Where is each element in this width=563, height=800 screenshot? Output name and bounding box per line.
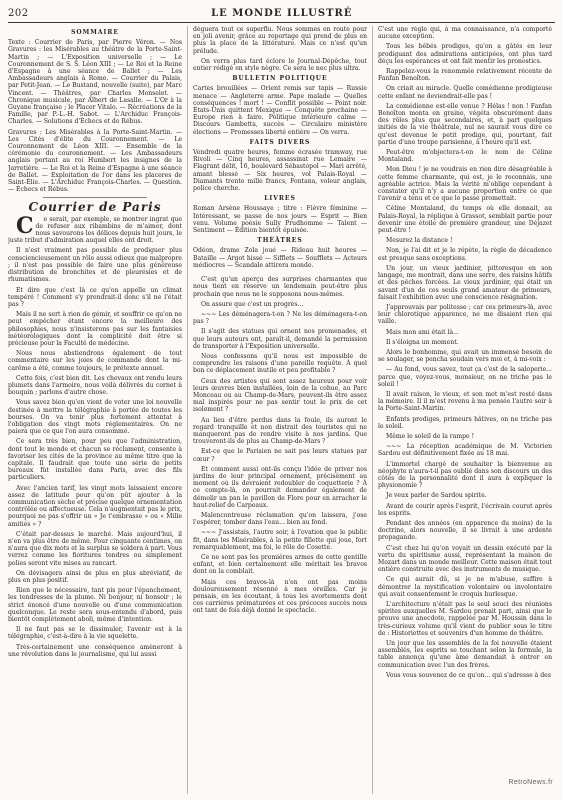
paragraph: Il s'éloigna un moment. (386, 338, 459, 346)
paragraph: Avec l'ancien tarif, les vingt mots laissaient encore assez de latitude pour qu'on pût ajouter à la communication sèche et précise quelque ornementation contrôlée ou affectueuse. Cela n'augmentait pas le prix, pourquoi ne pas s'offrir un « Je t'embrasse » ou « Mille amitiés » ? (8, 484, 182, 528)
paragraph: Ce sera très bien, pour peu que l'administration, dont tout le monde et chacun se réclament, consente à favoriser les cités de la province au même titre que la capitale. Il faudrait que toute une série de petits bureaux fût installée dans Paris, avec des fils particuliers. (8, 438, 182, 482)
paragraph: Enfants prodiges, primeurs hâtives, on ne triche pas le soleil. (378, 415, 552, 430)
drop-cap: C (16, 212, 34, 239)
paragraph: Je veux parler de Sardou spirite. (386, 492, 487, 500)
paragraph: Mon Dieu ! je ne voudrais en rien dire désagréable à cette femme charmante, qui est, je le reconnais, une agréable actrice. Mais la vérité m'oblige cependant à constater qu'il n'y a aucune proportion entre ce que l'avenir a tenu et ce que le passé promettait. (378, 166, 552, 203)
paragraph: Même le soleil de la rampe ! (386, 432, 475, 440)
paragraph: Un jour, un vieux jardinier, pittoresque en son langage, me montrait, dans une serre, des raisins hâtifs et des pêches forcées. Le vieux jardinier, qui était un savant d'un de ces seuls grand amateur de primeurs, faisait l'exhibition avec une conscience résignation. (378, 264, 552, 301)
faits-divers-heading: FAITS DIVERS (249, 138, 311, 146)
sommaire-gravures: Gravures : Les Misérables à la Porte-Saint-Martin. — Les Cités d'élite du Couronnement. — Le Couronnement de Léon XIII. — Ensemble de la cérémonie du couronnement. — Les Ambassadeurs anglais portant au roi Humbert les insignes de la Jarretière. — Le Roi et la Reine d'Espagne à une séance de Ballet. — Exploitation de l'or dans les placeres de Saint-Élie. — L'Archiduc François-Charles. — Question. — Échecs et Rébus. (8, 128, 182, 194)
column-divider (187, 26, 188, 794)
paragraph: J'approuvais par politesse ; car ces primeurs-là, avec leur chlorotique apparence, ne me disaient rien qui vaille. (378, 303, 552, 326)
paragraph: Mais il ne sert à rien de gémir, et souffrir ce qu'on ne peut empêcher étant encore la meilleure des philosophies, nous n'insisterons pas sur les fantaisies météorologiques dont la complicité doit être si précieuse pour la Faculté de médecine. (8, 311, 182, 347)
paragraph: C'est chez lui qu'on voyait un dessin exécuté par la vertu du spiritisme aussi, représentant la maison de Mozart dans un monde meilleur. Cette maison était tout entière construite avec des instruments de musique. (378, 544, 552, 574)
column-1 (8, 26, 182, 794)
paragraph: Et dire que c'est là ce qu'on appelle un climat tempéré ! Comment s'y prendrait-il donc s'il ne l'était pas ? (8, 286, 182, 308)
paragraph: Vous vous souvenez de ce qu'on... qui s'adresse à des (386, 671, 551, 679)
paragraph: Non, je l'ai dit et je le répète, la règle de décadence est presque sans exceptions. (378, 247, 552, 262)
paragraph: Ce qui aurait dû, si je ne m'abuse, suffire à démontrer la mystification volontaire ou involontaire qui avait consentement le croquis burlesque. (378, 576, 552, 598)
paragraph: Un jour que les assemblés de la foi nouvelle étaient assemblés, les esprits se touchant selon la formule, la table annonça qu'une âme demandait à entrer en communication avec l'un des frères. (378, 640, 552, 669)
livres-heading: LIVRES (264, 195, 296, 203)
paragraph: Pendant des années (en apparence du moins) de la doctrine, alors nouvelle, il se livrait à une ardente propagande. (378, 519, 552, 542)
column-2 (193, 26, 367, 794)
paragraph: ~~~ J'assistais, l'autre soir, à l'ovation que le public fit, dans les Misérables, à la petite fillette qui joue, fort remarquablement, ma foi, le rôle de Cosette. (193, 529, 367, 551)
paragraph: — Au fond, vous savez, tout ça c'est de la saloperie... parce que, voyez-vous, monsieur, on ne triche pas le soleil ! (378, 366, 552, 388)
courrier-body (8, 212, 182, 658)
column-divider (372, 26, 373, 794)
sommaire-texte: Texte : Courrier de Paris, par Pierre Véron. — Nos Gravures : les Misérables au théâtre de la Porte-Saint-Martin ; — L'Exposition universelle ; — Le Couronnement de S. S. Léon XIII ; — Le Roi et la Reine d'Espagne à une séance de Ballet ; — Les Ambassadeurs anglais à Rome. — Courrier du Palais, par Petit-Jean. — Le Bustand, nouvelle (suite), par Marc Vincent. — Théâtres, par Charles Monselet. — Chronique musicale, par Albert de Lasalle. — L'Or à la Guyane française ; le Placer Vitalo. — Récréations de la Famille, par P.-L.-H. Sabot. — L'Archiduc François-Charles. — Solutions d'Échecs et de Rébus. (8, 39, 182, 126)
column-3 (378, 26, 552, 794)
paragraph: déguera tout ce superflu. Nous sommes en route pour en joli avenir, grâce au reportage qui prend de plus en plus la place de la littérature. Mais ce n'est qu'un prélude. (193, 26, 367, 55)
paragraph: L'immortel chargé de souhaiter la bienvenue au néophyte n'aura-t-il pas oublié dans son discours un des côtés de la personnalité dont il aura à expliquer la physionomie ? (378, 460, 552, 490)
paragraph: Rien que le nécessaire, tant pis pour l'épanchement, les tendresses de la plume. Ni bonjour, ni bonsoir ; le strict énoncé d'une nouvelle ou d'une communication quelconque. Le reste sera sous-entendu d'abord, puis bientôt complètement aboli, même d'intention. (8, 587, 182, 624)
paragraph: Au lieu d'être perdus dans la foule, ils auront le regard tranquille et non distrait des touristes qui ne manqueront pas de rendre visite à nos jardins. Que trouveront-ils de plus au Champ-de-Mars ? (193, 416, 367, 446)
paragraph: Nous nous abstiendrons également de tout commentaire sur les joies de commande dont la mi-carême a été, comme toujours, le prétexte annuel. (8, 350, 182, 372)
header-rule (8, 22, 555, 23)
paragraph: On dévisagera ainsi de plus en plus abréviatif, de plus en plus positif. (8, 569, 182, 585)
bulletin-politique-heading: BULLETIN POLITIQUE (232, 75, 328, 83)
paragraph: Malencontreuse réclamation qu'on laissera, j'ose l'espérer, tomber dans l'eau... bien au fond. (193, 511, 367, 527)
watermark: RetroNews.fr (508, 779, 553, 786)
publication-title: LE MONDE ILLUSTRÉ (211, 7, 353, 19)
paragraph: Alors le bonhomme, qui avait un immense besoin de se soulager, se pencha soudain vers moi et, à mi-voix : (378, 348, 552, 364)
paragraph: Mais ces bravos-là n'en ont pas moins douloureusement résonné à mes oreilles. Car je pensais, en les écoutant, à tous les avortements dont ces carrières prématurées et ces précoces succès nous ont tant de fois déjà donné le spectacle. (193, 578, 367, 615)
paragraph: C'est une règle qui, à ma connaissance, n'a comporté aucune exception. (378, 26, 552, 41)
paragraph: Est-ce que le Parisien ne sait pas leurs statues par cœur ? (193, 448, 367, 463)
paragraph: On assure que c'est un progrès... (201, 300, 304, 308)
paragraph: Il ne faut pas se le dissimuler, l'avenir est à la télégraphie, c'est-à-dire à la vie squelette. (8, 626, 182, 641)
paragraph: C e serait, par exemple, se montrer ingrat que de refuser aux ribambins de m'aimer, dont nous savourons les délices depuis huit jours, le juste tribut d'admiration auquel elles ont droit. (8, 212, 182, 245)
paragraph: On verra plus tard éclore le Journal-Dépêche, tout entier rédigé en style nègre. Ce sera le nec plus ultra. (193, 57, 367, 73)
courrier-de-paris-title: Courrier de Paris (28, 200, 162, 215)
paragraph: Tous les bébés prodiges, qu'on a gâtés en leur prodiguant des admirations anticipées, ont plus tard déçu les espérances et ont fait mentir les pronostics. (378, 43, 552, 65)
paragraph: On criait au miracle. Quelle comédienne prodigieuse cette enfant ne deviendrait-elle pas ! (378, 85, 552, 100)
paragraph: C'était par-dessus le marché. Mais aujourd'hui, il n'en va plus être de même. Pour cinquante centimes, on n'aura que dix mots et la surplus se soldera à part. Vous verrez comme les fioritures tendres ou simplement polies seront vite mises au rancart. (8, 530, 182, 567)
paragraph: La comédienne est-elle venue ? Hélas ! non ! Fanfan Benoîton monta en graine, végéta obscurément dans des rôles plus que secondaires, et, à part quelques initiés de la vie théâtrale, nul ne saurait vous dire ce qu'est devenue le petit prodige, qui, pourtant, fait partie d'une troupe parisienne, à l'heure qu'il est. (378, 102, 552, 146)
paragraph: Céline Montaland, du temps où elle donnait, au Palais-Royal, la réplique à Grassot, semblait partie pour devenir une étoile de première grandeur, une Déjazet peut-être ! (378, 205, 552, 235)
faits-divers-text: Vendredi quatre heures, femme écrasée tramway, rue Rivoli — Cinq heures, assassinat rue Lemaire — Flagrant délit, 16, boulevard Sébastopol — Mari arrêté, amant blessé — Six heures, vol Palais-Royal — Diamants trente mille francs, Fontana, voleur anglais, police cherche. (193, 149, 367, 193)
livres-text: Roman Arsène Houssaye ; titre : Fièvre féminine — Intéressant, se passe de nos jours — Esprit — Bien venu. Volume poésie Sully Prudhomme — Talent — Sentiment — Édition bientôt épuisée. (193, 205, 367, 235)
paragraph: ~~~ Les déménagera-t-on ? Ne les déménagera-t-on pas ? (193, 310, 367, 326)
page-number: 202 (8, 7, 29, 19)
page-header (8, 6, 555, 20)
paragraph: Il avait raison, le vieux, et son mot m'est resté dans la mémoire. Il il m'est revenu à ma pensée l'autre soir à la Porte-Saint-Martin. (378, 390, 552, 413)
paragraph: Mais mon ami était là... (386, 328, 459, 336)
paragraph: L'architecture n'était pas le seul souci des réunions spirites auxquelles M. Sardou prenait part, ainsi que le prouve une anecdote, rappelée par M. Houssin dans le très-curieux volume qu'il vient de publier sous le titre de : Historiettes et souvenirs d'un homme de théâtre. (378, 601, 552, 637)
paragraph: Et comment aussi ont-ils conçu l'idée de priver nos jardins de leur principal ornement, précisément au moment où ils devraient redoubler de coquetterie ? À ce compte-là, on pourrait demander également de démolir un pan le pavillon de Flore pour en arracher le haut-relief de Carpeaux. (193, 465, 367, 509)
separator (43, 197, 147, 198)
paragraph: Nous confessons qu'il nous est impossible de comprendre les raisons d'une pareille requête. À quel bon ce déplacement inutile et peu profitable ? (193, 352, 367, 375)
paragraph: Peut-être m'objectera-t-on le nom de Céline Montaland. (378, 149, 552, 164)
paragraph: Très-certainement une conséquence amèneront à une révolution dans le journalisme, qui lui aussi (8, 643, 182, 658)
sommaire-heading: SOMMAIRE (71, 29, 119, 36)
paragraph: Il n'est vraiment pas possible de prodiguer plus consciencieusement un rôle aussi odieux que malpropre ; il n'est pas possible de faire une plus généreuse distribution de bronchites et de pleurésies et de rhumatismes. (8, 247, 182, 284)
paragraph: Cette fois, c'est bien dit. Les chevaux ont rendu leurs plumets dans l'armoire, nous voilà délivrés du cornet à bouquin ; parlons d'autre chose. (8, 374, 182, 397)
paragraph: Ce ne sont pas les premières armes de cette gentille enfant, et bien certainement elle méritait les bravos dont on la comblait. (193, 554, 367, 576)
bulletin-politique-text: Cartes brouillées — Orient remis sur tapis — Russie menace — Angleterre arme. Pape malade — Quelles conséquences ! mort ! — Conflit possible — Point noir. États-Unis quittent Mexique — Conquête prochaine — Europe rien à faire. Politique intérieure calme — Discours Gambetta, succès — Circulaire ministère élections — Promesses liberté entière — On verra. (193, 85, 367, 136)
theatres-heading: THÉÂTRES (257, 237, 303, 245)
paragraph: Avant de courir après l'esprit, l'écrivain courut après les esprits. (378, 502, 552, 517)
paragraph: C'est qu'un aperçu des surprises charmantes que nous tient en réserve un lendemain peut-être plus prochain que nous ne le supposons nous-mêmes. (193, 276, 367, 298)
paragraph: Rappelez-vous la renommée relativement récente de Fanfan Benoîton. (378, 68, 552, 83)
theatres-text: Odéon, drame Zola joué — Rideau huit heures — Bataille — Argot hissé — Sifflets — Soufflets — Acteurs médiocres — Scandale attirera monde. (193, 247, 367, 269)
paragraph: Mesurez la distance ! (386, 237, 453, 245)
paragraph: ~~~ La réception académique de M. Victorien Sardou est définitivement fixée au 18 mai. (378, 443, 552, 458)
paragraph: Vous savez bien qu'en vient de voter une loi nouvelle destinée à mettre la télégraphie à portée de toutes les bourses. On va tenir plus fortement attentat à l'obligation des vingt mots réglementaires. On ne paiera que ce que l'on aura consommé. (8, 399, 182, 436)
paragraph: Ceux des artistes qui sont assez heureux pour voir leurs œuvres bien installées, loin de la cohue, au Parc Monceau ou au Champ-de-Mars, peuvent-ils être assez mal inspirés pour ne pas sentir tout le prix de cet isolement ? (193, 377, 367, 414)
paragraph: Il s'agit des statues qui ornent nos promenades, et que leurs auteurs ont, paraît-il, demandé la permission de transporter à l'Exposition universelle. (193, 328, 367, 350)
